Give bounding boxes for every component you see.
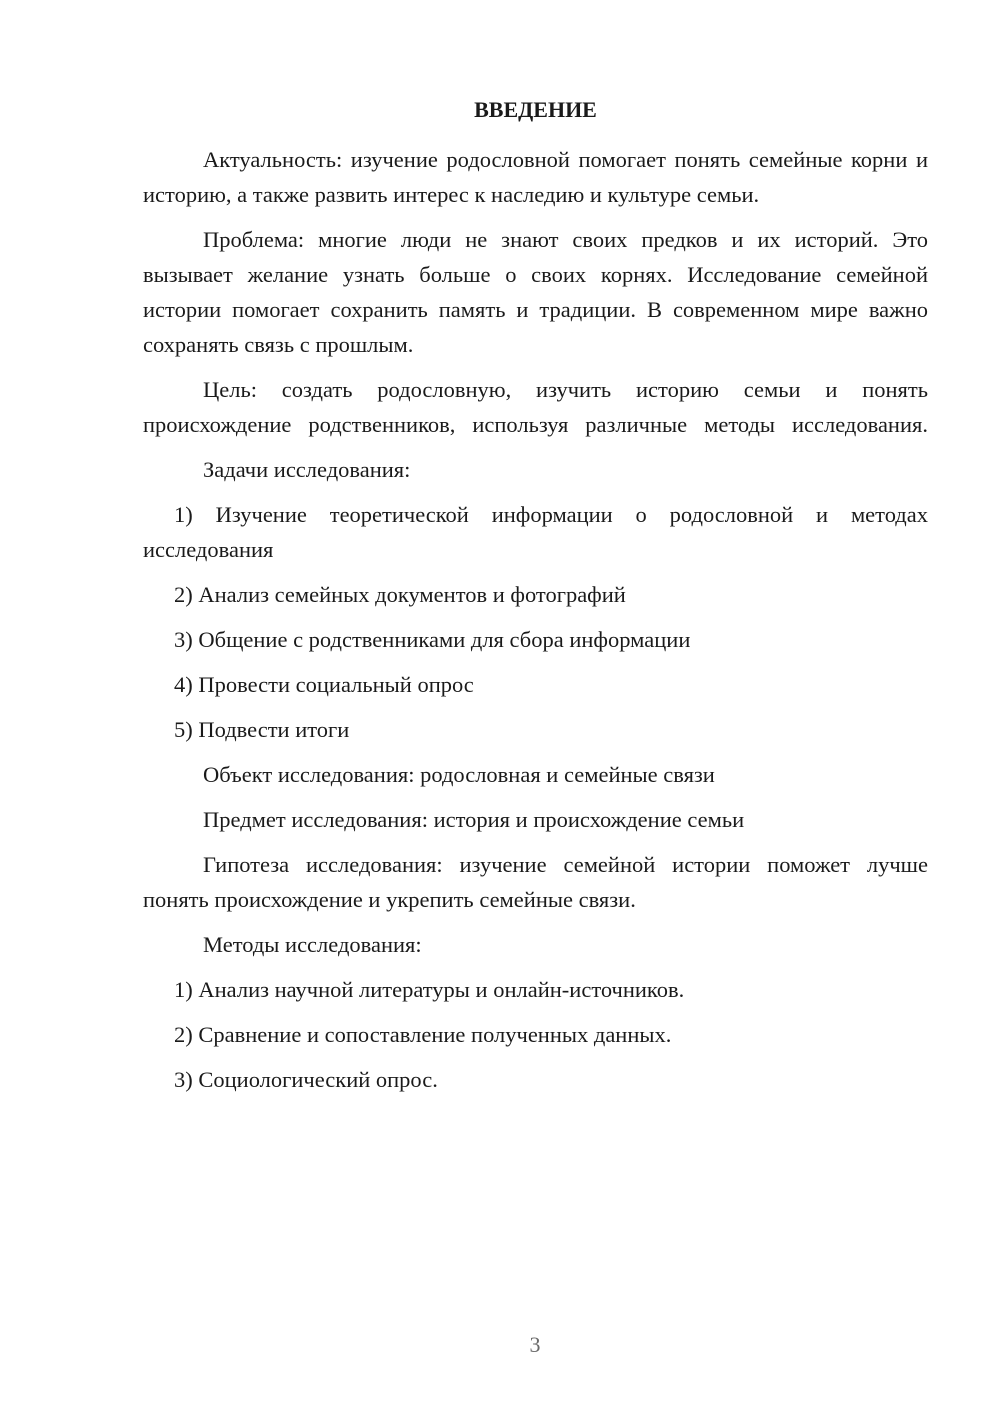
method-item: 1) Анализ научной литературы и онлайн-источников. (174, 977, 685, 1002)
task-item: 2) Анализ семейных документов и фотографий (174, 582, 626, 607)
hypothesis-paragraph: Гипотеза исследования: изучение семейной истории поможет лучше понять происхождение и укрепить семейные связи. (143, 852, 928, 912)
task-item: 1) Изучение теоретической информации о родословной и методах исследования (143, 502, 928, 562)
task-item: 4) Провести социальный опрос (174, 672, 474, 697)
task-item: 3) Общение с родственниками для сбора информации (174, 627, 691, 652)
method-item: 3) Социологический опрос. (174, 1067, 438, 1092)
task-item: 5) Подвести итоги (174, 717, 350, 742)
document-body (143, 92, 928, 1107)
method-item: 2) Сравнение и сопоставление полученных данных. (174, 1022, 672, 1047)
relevance-paragraph: Актуальность: изучение родословной помогает понять семейные корни и историю, а также развить интерес к наследию и культуре семьи. (143, 147, 928, 207)
subject-paragraph: Предмет исследования: история и происхождение семьи (203, 807, 745, 832)
page-number: 3 (529, 1332, 541, 1357)
tasks-heading: Задачи исследования: (203, 457, 411, 482)
methods-heading: Методы исследования: (203, 932, 422, 957)
goal-paragraph: Цель: создать родословную, изучить историю семьи и понять происхождение родственников, используя различные методы исследования. (143, 377, 928, 437)
object-paragraph: Объект исследования: родословная и семейные связи (203, 762, 715, 787)
document-title: ВВЕДЕНИЕ (474, 97, 597, 122)
problem-paragraph: Проблема: многие люди не знают своих предков и их историй. Это вызывает желание узнать больше о своих корнях. Исследование семейной истории помогает сохранить память и традиции. В современном мире важно сохранять связь с прошлым. (143, 227, 928, 357)
